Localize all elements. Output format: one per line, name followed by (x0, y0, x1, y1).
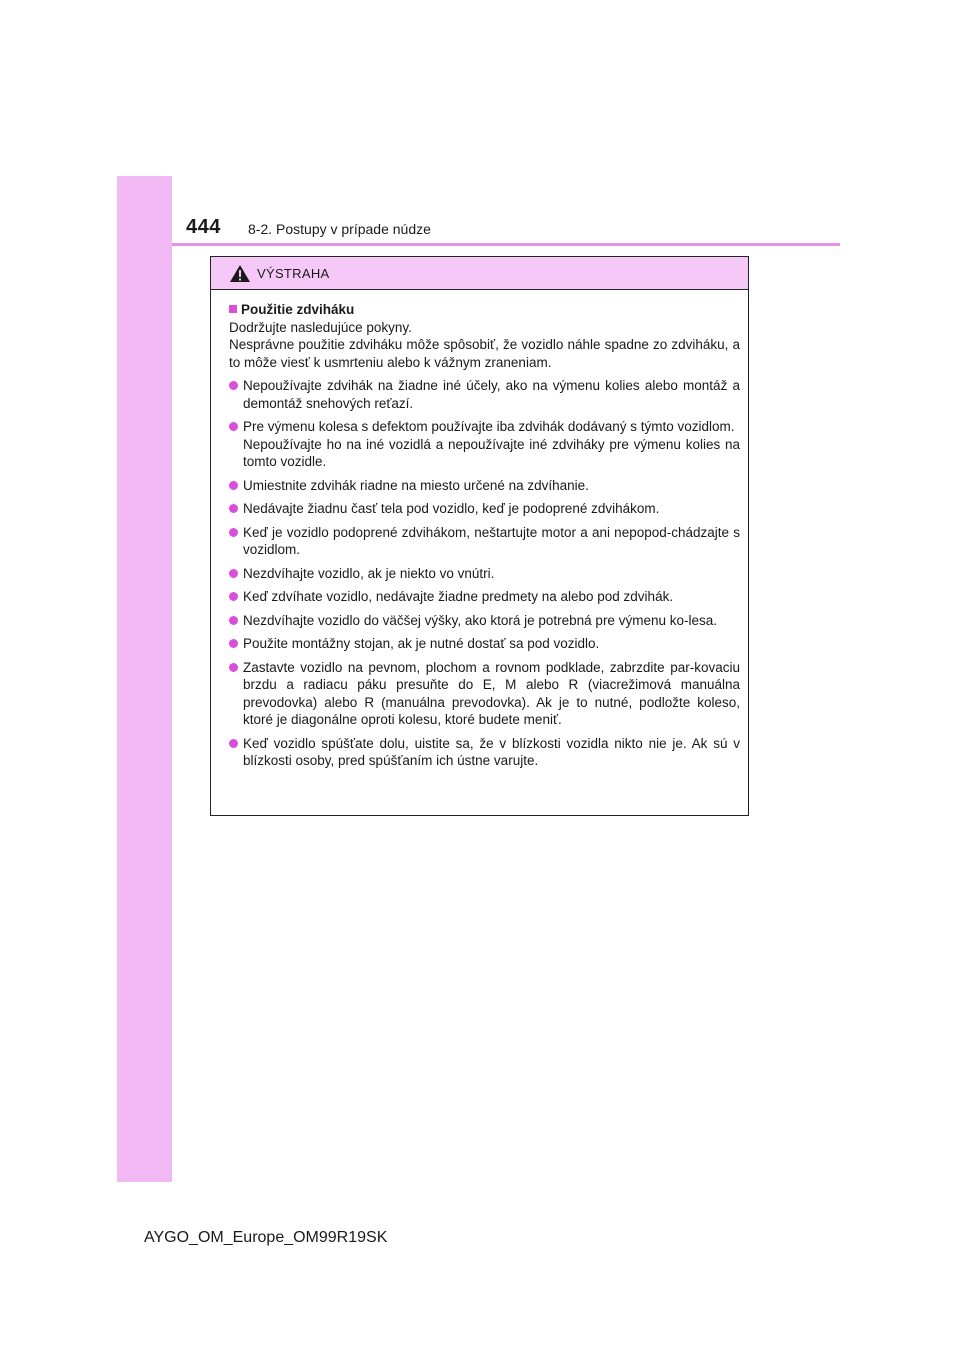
document-code: AYGO_OM_Europe_OM99R19SK (144, 1229, 388, 1246)
list-item: Keď zdvíhate vozidlo, nedávajte žiadne predmety na alebo pod zdvihák. (229, 588, 740, 606)
intro-text (229, 319, 740, 372)
bullet-dot-icon (229, 592, 238, 601)
side-tab-band (117, 176, 172, 1182)
section-title: 8-2. Postupy v prípade núdze (248, 221, 431, 237)
list-item: Nezdvíhajte vozidlo do väčšej výšky, ako ktorá je potrebná pre výmenu ko-lesa. (229, 612, 740, 630)
bullet-dot-icon (229, 616, 238, 625)
warning-box (210, 256, 749, 816)
bullet-dot-icon (229, 663, 238, 672)
warning-header (211, 257, 748, 290)
bullet-dot-icon (229, 639, 238, 648)
header-divider (172, 243, 840, 246)
warning-bullet-list (229, 377, 740, 770)
list-item: Keď je vozidlo podoprené zdvihákom, neštartujte motor a ani nepopod-chádzajte s vozidlom. (229, 524, 740, 559)
list-item: Umiestnite zdvihák riadne na miesto určené na zdvíhanie. (229, 477, 740, 495)
warning-body (211, 290, 748, 770)
page-number: 444 (186, 216, 221, 238)
bullet-dot-icon (229, 381, 238, 390)
intro-line: Dodržujte nasledujúce pokyny. (229, 319, 412, 335)
list-item: Keď vozidlo spúšťate dolu, uistite sa, že v blízkosti vozidla nikto nie je. Ak sú v blízkosti osoby, pred spúšťaním ich ústne varujte. (229, 735, 740, 770)
bullet-dot-icon (229, 481, 238, 490)
warning-triangle-icon (229, 264, 251, 283)
bullet-dot-icon (229, 422, 238, 431)
topic-title-text: Použitie zdviháku (241, 302, 355, 317)
intro-line: Nesprávne použitie zdviháku môže spôsobiť, že vozidlo náhle spadne zo zdviháku, a to môže viesť k usmrteniu alebo k vážnym zraneniam. (229, 337, 740, 370)
square-bullet-icon (229, 305, 237, 313)
list-item: Pre výmenu kolesa s defektom používajte iba zdvihák dodávaný s týmto vozidlom. Nepoužívajte ho na iné vozidlá a nepoužívajte iné zdviháky pre výmenu kolies na tomto vozidle. (229, 418, 740, 471)
list-item: Nepoužívajte zdvihák na žiadne iné účely, ako na výmenu kolies alebo montáž a demontáž snehových reťazí. (229, 377, 740, 412)
bullet-dot-icon (229, 528, 238, 537)
list-item: Použite montážny stojan, ak je nutné dostať sa pod vozidlo. (229, 635, 740, 653)
warning-label: VÝSTRAHA (257, 265, 330, 281)
bullet-dot-icon (229, 569, 238, 578)
topic-title (229, 301, 740, 319)
bullet-dot-icon (229, 504, 238, 513)
list-item: Zastavte vozidlo na pevnom, plochom a rovnom podklade, zabrzdite par-kovaciu brzdu a radiacu páku presuňte do E, M alebo R (viacrežimová manuálna prevodovka) alebo R (manuálna prevodovka). Ak je to nutné, podložte koleso, ktoré je diagonálne oproti kolesu, ktoré budete meniť. (229, 659, 740, 729)
list-item: Nezdvíhajte vozidlo, ak je niekto vo vnútri. (229, 565, 740, 583)
list-item: Nedávajte žiadnu časť tela pod vozidlo, keď je podoprené zdvihákom. (229, 500, 740, 518)
bullet-dot-icon (229, 739, 238, 748)
